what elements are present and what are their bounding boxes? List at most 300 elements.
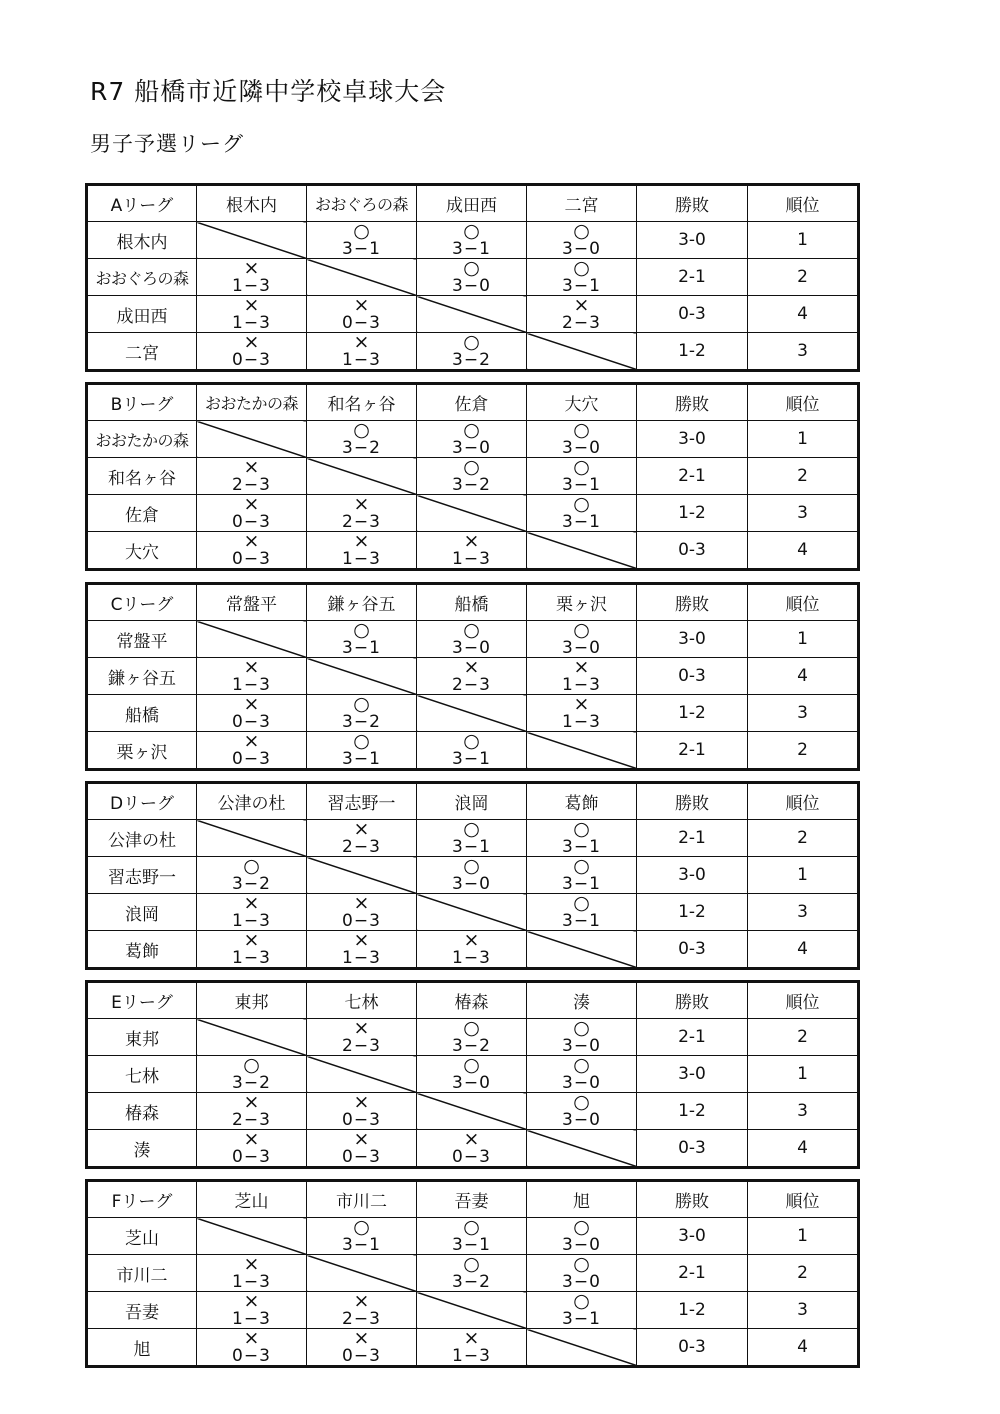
match-result (197, 733, 306, 768)
match-score: 3−1 (562, 910, 601, 931)
final-rank: 3 (748, 894, 859, 931)
match-score: 1−3 (342, 349, 381, 370)
rank-header: 順位 (748, 384, 859, 421)
league-table (85, 582, 860, 771)
match-result (417, 858, 526, 893)
league-table (85, 980, 860, 1169)
match-result-cell (307, 1218, 417, 1255)
win-mark: ○ (463, 332, 480, 353)
page-title: R7 船橋市近隣中学校卓球大会 (90, 77, 447, 106)
match-result-cell (527, 259, 637, 296)
column-team-header: 船橋 (417, 584, 527, 621)
row-team-name: 習志野一 (87, 857, 197, 894)
match-score: 2−3 (342, 1035, 381, 1056)
match-result (527, 297, 636, 332)
column-team-header: 芝山 (197, 1181, 307, 1218)
match-result (307, 1094, 416, 1129)
self-match-cell (307, 458, 417, 495)
loss-mark: × (463, 930, 480, 951)
win-mark: ○ (463, 731, 480, 752)
match-score: 0−3 (232, 511, 271, 532)
table-header-row (87, 384, 859, 421)
final-rank: 2 (748, 1019, 859, 1056)
match-result-cell (417, 658, 527, 695)
match-result-cell (417, 1329, 527, 1367)
match-score: 3−0 (562, 1072, 601, 1093)
win-loss-record: 1-2 (637, 333, 748, 371)
table-row (87, 1292, 859, 1329)
loss-mark: × (243, 1254, 260, 1275)
loss-mark: × (353, 1328, 370, 1349)
win-loss-record: 3-0 (637, 421, 748, 458)
win-mark: ○ (463, 856, 480, 877)
win-mark: ○ (463, 221, 480, 242)
loss-mark: × (353, 1129, 370, 1150)
match-result-cell (527, 1255, 637, 1292)
match-result (417, 733, 526, 768)
match-result (527, 696, 636, 731)
loss-mark: × (573, 295, 590, 316)
final-rank: 1 (748, 621, 859, 658)
table-header-row (87, 1181, 859, 1218)
match-result (307, 496, 416, 531)
win-mark: ○ (573, 1254, 590, 1275)
win-loss-record: 3-0 (637, 1056, 748, 1093)
column-team-header: 旭 (527, 1181, 637, 1218)
loss-mark: × (243, 893, 260, 914)
record-header: 勝敗 (637, 783, 748, 820)
win-mark: ○ (243, 856, 260, 877)
column-team-header: 葛飾 (527, 783, 637, 820)
table-row (87, 495, 859, 532)
final-rank: 1 (748, 1056, 859, 1093)
match-result-cell (527, 1056, 637, 1093)
match-result (197, 1131, 306, 1166)
self-match-cell (197, 820, 307, 857)
match-result (527, 821, 636, 856)
win-loss-record: 3-0 (637, 857, 748, 894)
final-rank: 4 (748, 296, 859, 333)
row-team-name: 葛飾 (87, 931, 197, 969)
table-row (87, 1130, 859, 1168)
self-match-cell (197, 222, 307, 259)
rank-header: 順位 (748, 982, 859, 1019)
column-team-header: 二宮 (527, 185, 637, 222)
match-result (307, 533, 416, 568)
win-mark: ○ (463, 258, 480, 279)
match-result (307, 422, 416, 457)
win-mark: ○ (353, 694, 370, 715)
match-result (197, 696, 306, 731)
match-result (417, 1219, 526, 1254)
self-match-cell (307, 658, 417, 695)
table-row (87, 820, 859, 857)
table-row (87, 658, 859, 695)
final-rank: 1 (748, 421, 859, 458)
table-row (87, 458, 859, 495)
match-result-cell (417, 532, 527, 570)
match-result (307, 1219, 416, 1254)
win-loss-record: 3-0 (637, 1218, 748, 1255)
match-result-cell (527, 621, 637, 658)
loss-mark: × (463, 1328, 480, 1349)
self-match-cell (527, 532, 637, 570)
row-team-name: 椿森 (87, 1093, 197, 1130)
final-rank: 4 (748, 1130, 859, 1168)
match-score: 3−1 (452, 1234, 491, 1255)
table-row (87, 621, 859, 658)
match-result (417, 334, 526, 369)
match-score: 3−2 (452, 1271, 491, 1292)
win-loss-record: 0-3 (637, 1329, 748, 1367)
match-result (527, 459, 636, 494)
match-result (307, 334, 416, 369)
column-team-header: 浪岡 (417, 783, 527, 820)
match-result (417, 659, 526, 694)
column-team-header: 吾妻 (417, 1181, 527, 1218)
self-match-cell (307, 857, 417, 894)
match-result (197, 1057, 306, 1092)
match-score: 3−1 (452, 748, 491, 769)
match-score: 3−1 (562, 1308, 601, 1329)
match-result (307, 1330, 416, 1365)
column-team-header: 佐倉 (417, 384, 527, 421)
match-score: 0−3 (342, 1146, 381, 1167)
match-result (197, 1094, 306, 1129)
match-score: 3−1 (562, 511, 601, 532)
win-loss-record: 2-1 (637, 732, 748, 770)
loss-mark: × (353, 1291, 370, 1312)
match-score: 3−1 (342, 238, 381, 259)
match-score: 2−3 (342, 1308, 381, 1329)
match-result (417, 821, 526, 856)
column-team-header: 湊 (527, 982, 637, 1019)
match-result-cell (197, 259, 307, 296)
match-result-cell (307, 532, 417, 570)
final-rank: 4 (748, 658, 859, 695)
match-result-cell (197, 931, 307, 969)
row-team-name: 東邦 (87, 1019, 197, 1056)
win-mark: ○ (463, 1055, 480, 1076)
loss-mark: × (243, 1291, 260, 1312)
match-result-cell (307, 1093, 417, 1130)
match-score: 3−0 (562, 637, 601, 658)
match-result-cell (307, 222, 417, 259)
match-result (527, 496, 636, 531)
loss-mark: × (463, 531, 480, 552)
record-header: 勝敗 (637, 384, 748, 421)
match-result (307, 1020, 416, 1055)
win-loss-record: 3-0 (637, 621, 748, 658)
loss-mark: × (353, 295, 370, 316)
match-result-cell (527, 458, 637, 495)
match-result (417, 260, 526, 295)
row-team-name: 鎌ヶ谷五 (87, 658, 197, 695)
final-rank: 1 (748, 1218, 859, 1255)
match-score: 0−3 (342, 312, 381, 333)
self-match-cell (417, 695, 527, 732)
loss-mark: × (463, 1129, 480, 1150)
table-row (87, 259, 859, 296)
match-result (527, 1219, 636, 1254)
record-header: 勝敗 (637, 982, 748, 1019)
win-mark: ○ (353, 620, 370, 641)
table-row (87, 695, 859, 732)
match-result-cell (307, 1130, 417, 1168)
match-result-cell (197, 1093, 307, 1130)
match-score: 3−1 (562, 836, 601, 857)
self-match-cell (307, 1255, 417, 1292)
match-result (527, 1094, 636, 1129)
win-mark: ○ (573, 221, 590, 242)
column-team-header: 鎌ヶ谷五 (307, 584, 417, 621)
rank-header: 順位 (748, 185, 859, 222)
match-score: 3−0 (562, 1109, 601, 1130)
league-table (85, 1179, 860, 1368)
column-team-header: 栗ヶ沢 (527, 584, 637, 621)
self-match-cell (417, 894, 527, 931)
match-result-cell (197, 894, 307, 931)
loss-mark: × (243, 1129, 260, 1150)
match-score: 3−0 (562, 238, 601, 259)
match-score: 3−1 (562, 873, 601, 894)
match-score: 0−3 (232, 548, 271, 569)
match-result (197, 496, 306, 531)
table-header-row (87, 982, 859, 1019)
self-match-cell (417, 1093, 527, 1130)
match-result-cell (417, 1056, 527, 1093)
win-loss-record: 1-2 (637, 695, 748, 732)
match-score: 0−3 (232, 1146, 271, 1167)
league-name: Dリーグ (87, 783, 197, 820)
match-result-cell (197, 495, 307, 532)
match-result (307, 821, 416, 856)
match-score: 1−3 (452, 1345, 491, 1366)
match-result-cell (417, 458, 527, 495)
self-match-cell (417, 1292, 527, 1329)
match-score: 1−3 (452, 548, 491, 569)
final-rank: 3 (748, 1093, 859, 1130)
match-result-cell (307, 1292, 417, 1329)
row-team-name: 根木内 (87, 222, 197, 259)
match-result-cell (527, 695, 637, 732)
match-result-cell (527, 1218, 637, 1255)
win-loss-record: 2-1 (637, 1255, 748, 1292)
match-result-cell (417, 1218, 527, 1255)
win-mark: ○ (353, 1217, 370, 1238)
match-score: 1−3 (232, 947, 271, 968)
match-score: 2−3 (232, 1109, 271, 1130)
match-result-cell (197, 1329, 307, 1367)
match-result (417, 459, 526, 494)
match-score: 3−1 (342, 748, 381, 769)
page-subtitle: 男子予選リーグ (90, 132, 244, 156)
final-rank: 3 (748, 695, 859, 732)
win-mark: ○ (573, 494, 590, 515)
match-result-cell (527, 894, 637, 931)
win-mark: ○ (353, 221, 370, 242)
win-mark: ○ (573, 1092, 590, 1113)
loss-mark: × (243, 258, 260, 279)
row-team-name: 芝山 (87, 1218, 197, 1255)
final-rank: 1 (748, 222, 859, 259)
match-result-cell (197, 695, 307, 732)
league-name: Eリーグ (87, 982, 197, 1019)
match-result-cell (307, 695, 417, 732)
match-score: 1−3 (232, 1271, 271, 1292)
match-score: 3−2 (342, 711, 381, 732)
match-result-cell (527, 1292, 637, 1329)
final-rank: 3 (748, 495, 859, 532)
final-rank: 1 (748, 857, 859, 894)
match-score: 3−1 (342, 637, 381, 658)
match-result-cell (527, 658, 637, 695)
row-team-name: 船橋 (87, 695, 197, 732)
loss-mark: × (353, 332, 370, 353)
loss-mark: × (243, 295, 260, 316)
match-score: 2−3 (452, 674, 491, 695)
match-score: 1−3 (232, 910, 271, 931)
match-score: 1−3 (452, 947, 491, 968)
match-result-cell (417, 857, 527, 894)
self-match-cell (197, 621, 307, 658)
win-loss-record: 0-3 (637, 296, 748, 333)
match-result-cell (307, 296, 417, 333)
league-table (85, 183, 860, 372)
match-score: 3−1 (562, 275, 601, 296)
match-score: 0−3 (342, 1109, 381, 1130)
match-result (417, 422, 526, 457)
column-team-header: 公津の杜 (197, 783, 307, 820)
match-result (417, 1256, 526, 1291)
match-result-cell (197, 296, 307, 333)
rank-header: 順位 (748, 584, 859, 621)
match-result (527, 223, 636, 258)
match-score: 3−0 (562, 437, 601, 458)
match-result (417, 223, 526, 258)
match-result-cell (417, 333, 527, 371)
match-score: 1−3 (232, 312, 271, 333)
match-result-cell (417, 1019, 527, 1056)
loss-mark: × (243, 657, 260, 678)
match-result-cell (417, 1255, 527, 1292)
match-result-cell (417, 1130, 527, 1168)
table-row (87, 421, 859, 458)
row-team-name: 市川二 (87, 1255, 197, 1292)
final-rank: 2 (748, 732, 859, 770)
match-result-cell (307, 820, 417, 857)
match-result-cell (197, 1292, 307, 1329)
match-result (527, 1293, 636, 1328)
match-result-cell (307, 495, 417, 532)
row-team-name: 浪岡 (87, 894, 197, 931)
win-loss-record: 2-1 (637, 458, 748, 495)
match-result (527, 1057, 636, 1092)
match-result-cell (527, 421, 637, 458)
self-match-cell (527, 732, 637, 770)
table-row (87, 931, 859, 969)
win-mark: ○ (573, 1217, 590, 1238)
final-rank: 4 (748, 931, 859, 969)
win-mark: ○ (463, 620, 480, 641)
match-result-cell (197, 658, 307, 695)
win-mark: ○ (573, 1055, 590, 1076)
row-team-name: 吾妻 (87, 1292, 197, 1329)
column-team-header: 椿森 (417, 982, 527, 1019)
match-result-cell (197, 458, 307, 495)
match-result-cell (307, 931, 417, 969)
match-result-cell (307, 1329, 417, 1367)
match-result-cell (417, 820, 527, 857)
column-team-header: 根木内 (197, 185, 307, 222)
match-result (197, 1330, 306, 1365)
match-result (417, 1057, 526, 1092)
match-score: 0−3 (452, 1146, 491, 1167)
match-score: 3−0 (452, 275, 491, 296)
win-mark: ○ (573, 1018, 590, 1039)
self-match-cell (527, 931, 637, 969)
table-row (87, 1329, 859, 1367)
table-row (87, 222, 859, 259)
win-mark: ○ (573, 1291, 590, 1312)
match-result (307, 622, 416, 657)
loss-mark: × (243, 457, 260, 478)
match-result (417, 622, 526, 657)
match-result (197, 858, 306, 893)
self-match-cell (417, 495, 527, 532)
win-loss-record: 1-2 (637, 1292, 748, 1329)
win-mark: ○ (463, 1018, 480, 1039)
match-result (527, 260, 636, 295)
loss-mark: × (353, 893, 370, 914)
match-result (527, 622, 636, 657)
win-mark: ○ (463, 1254, 480, 1275)
win-loss-record: 1-2 (637, 894, 748, 931)
match-score: 0−3 (232, 711, 271, 732)
loss-mark: × (243, 494, 260, 515)
loss-mark: × (243, 332, 260, 353)
match-result-cell (417, 621, 527, 658)
record-header: 勝敗 (637, 584, 748, 621)
loss-mark: × (243, 930, 260, 951)
loss-mark: × (243, 531, 260, 552)
row-team-name: 旭 (87, 1329, 197, 1367)
match-result (307, 1293, 416, 1328)
final-rank: 2 (748, 259, 859, 296)
record-header: 勝敗 (637, 185, 748, 222)
self-match-cell (527, 1329, 637, 1367)
match-result-cell (527, 857, 637, 894)
win-mark: ○ (353, 731, 370, 752)
match-score: 2−3 (562, 312, 601, 333)
column-team-header: 常盤平 (197, 584, 307, 621)
table-row (87, 732, 859, 770)
league-name: Cリーグ (87, 584, 197, 621)
match-score: 3−0 (452, 1072, 491, 1093)
final-rank: 4 (748, 1329, 859, 1367)
final-rank: 2 (748, 1255, 859, 1292)
win-mark: ○ (573, 420, 590, 441)
win-loss-record: 2-1 (637, 259, 748, 296)
loss-mark: × (243, 731, 260, 752)
match-score: 3−0 (562, 1035, 601, 1056)
record-header: 勝敗 (637, 1181, 748, 1218)
match-score: 3−2 (452, 349, 491, 370)
row-team-name: 湊 (87, 1130, 197, 1168)
loss-mark: × (243, 1092, 260, 1113)
table-row (87, 894, 859, 931)
rank-header: 順位 (748, 1181, 859, 1218)
